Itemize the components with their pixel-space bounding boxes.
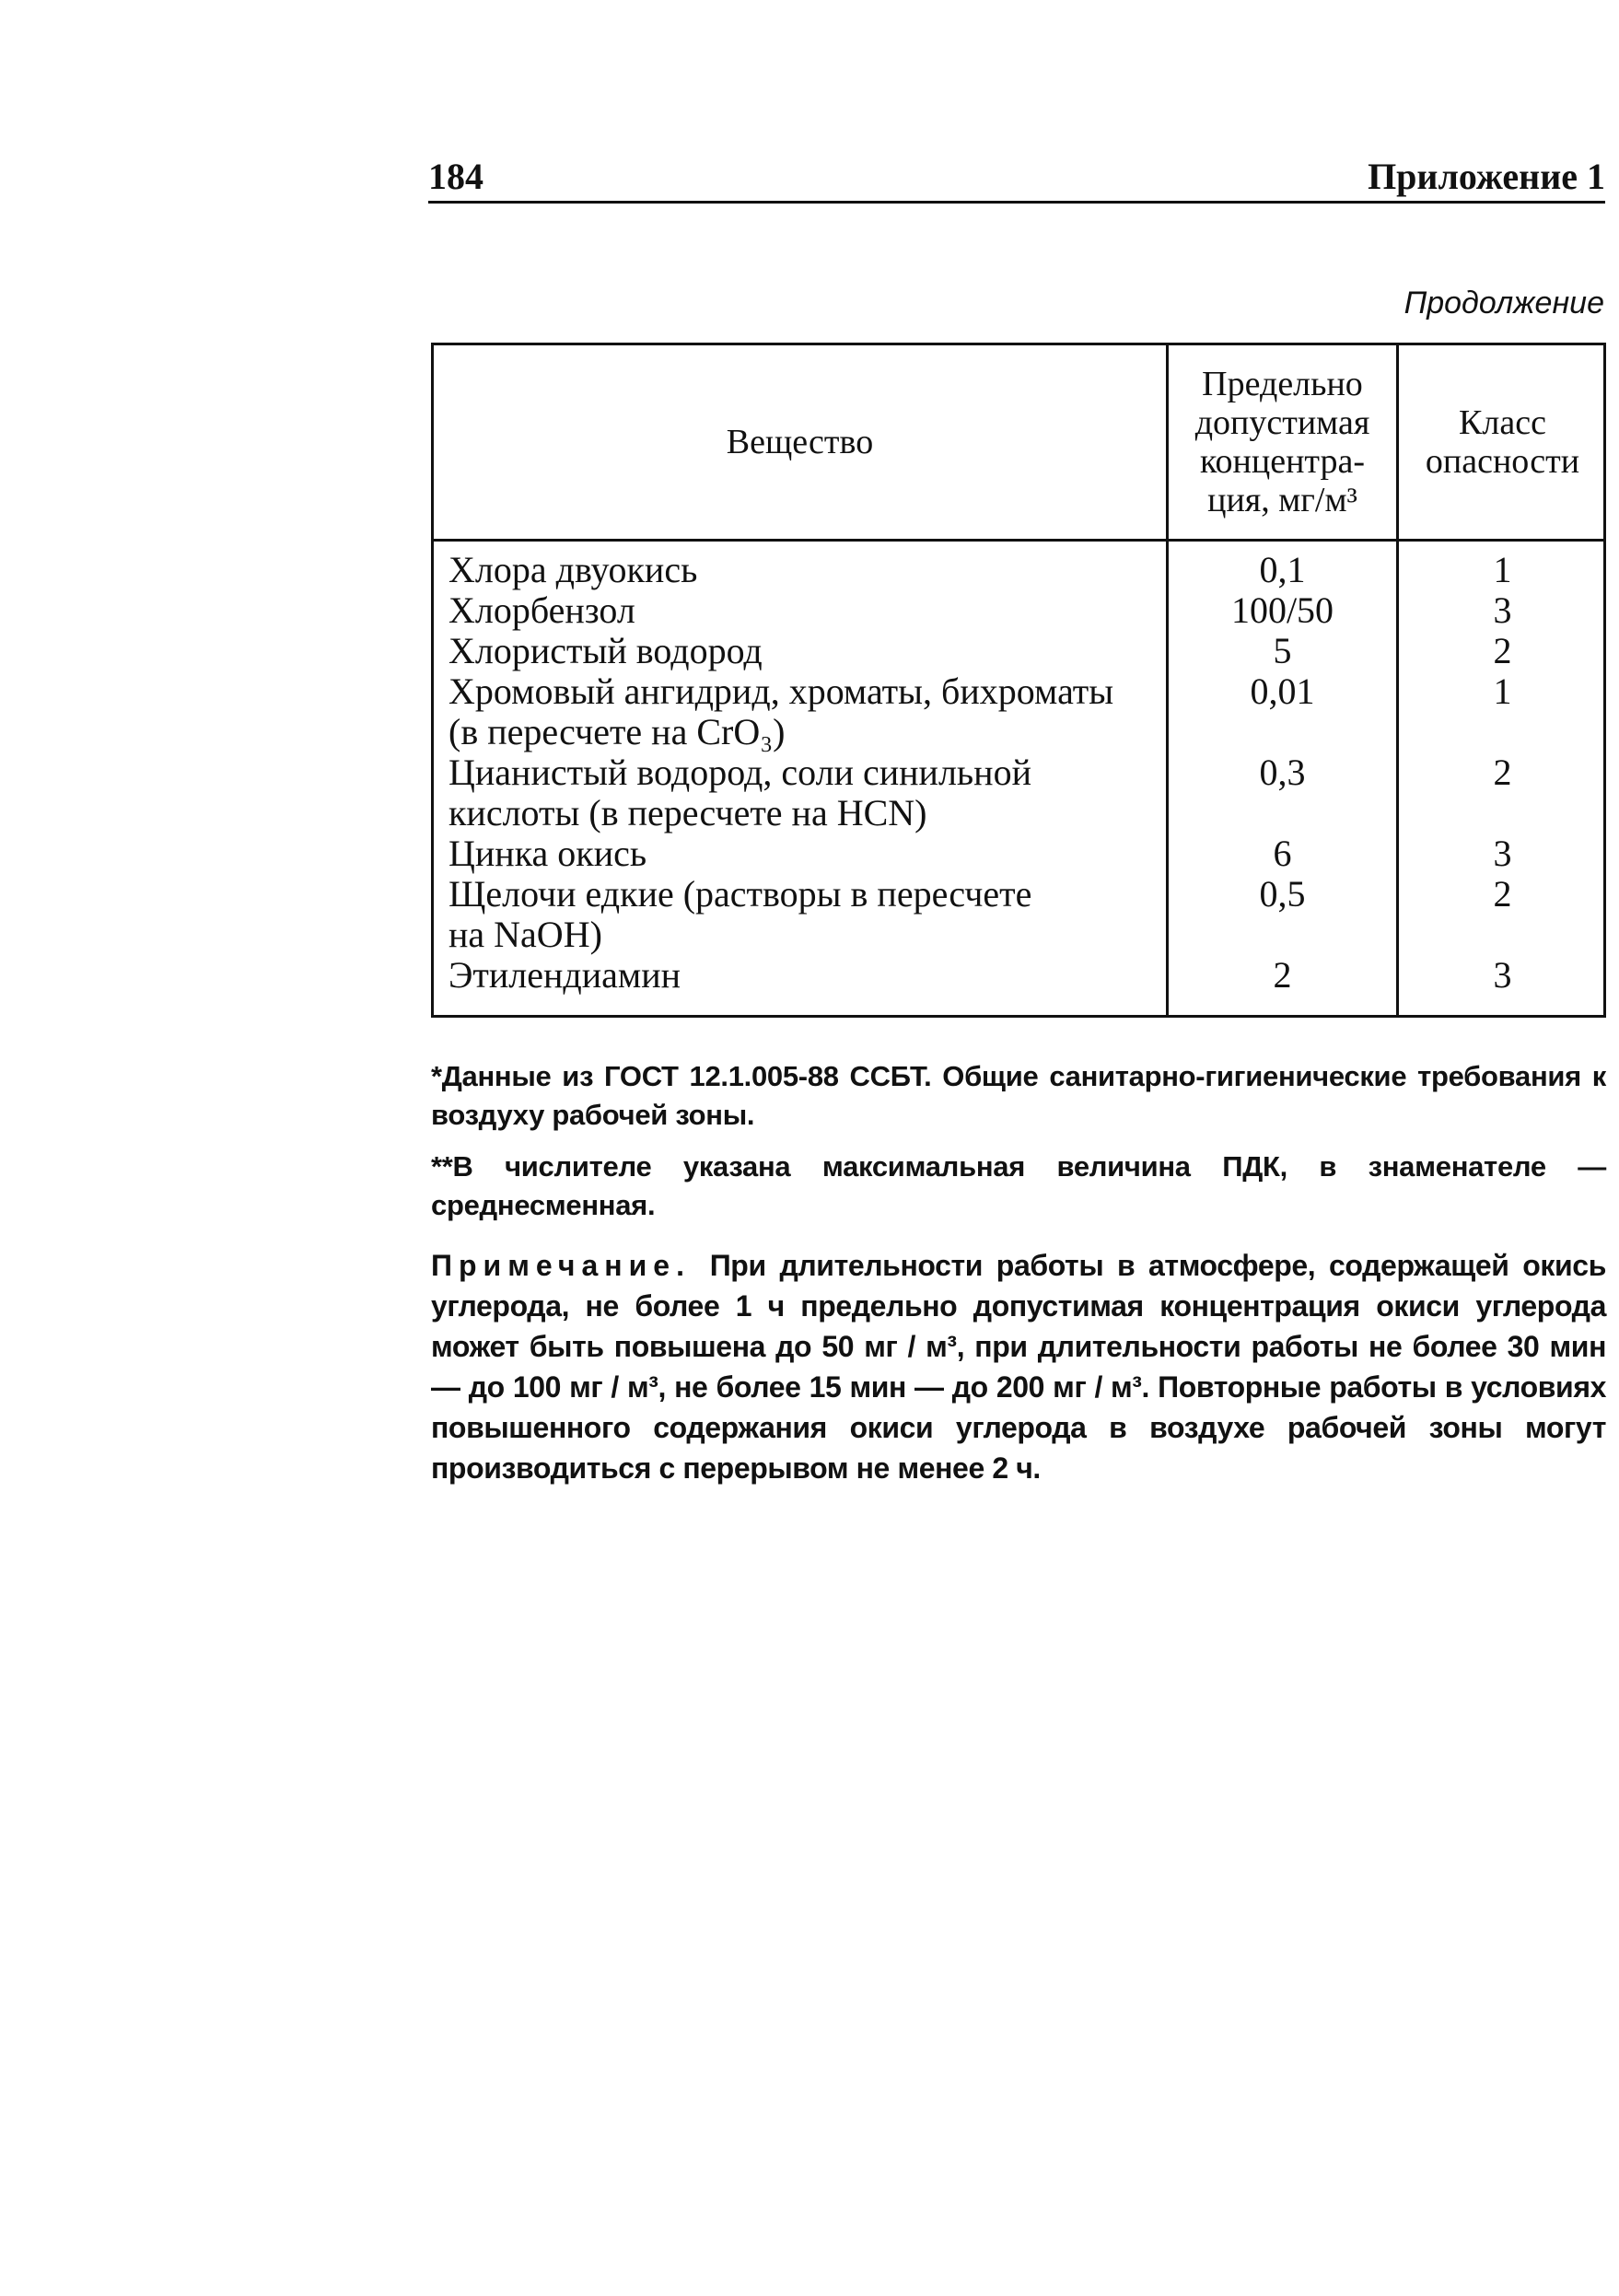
- hazard-class: 1: [1493, 549, 1512, 590]
- table-row: [434, 833, 1603, 874]
- table-header-rule: [434, 539, 1603, 542]
- table-row: [434, 955, 1603, 996]
- table-row: [434, 631, 1603, 671]
- substance-name: Цинка окись: [448, 833, 647, 874]
- hazard-class: 2: [1493, 752, 1512, 793]
- page-number: 184: [428, 156, 483, 197]
- hazard-class: 3: [1493, 954, 1512, 996]
- substance-name: Хлорбензол: [448, 589, 635, 631]
- table-row: [434, 590, 1603, 631]
- header-substance: [434, 345, 1166, 539]
- pdk-value: 2: [1273, 954, 1292, 996]
- pdk-value: 0,01: [1250, 670, 1315, 712]
- substance-name: Хлористый водород: [448, 630, 763, 671]
- pdk-value: 5: [1273, 630, 1292, 671]
- header-pdk-label: Предельно допустимая концентра- ция, мг/м³: [1194, 365, 1370, 519]
- pdk-value: 100/50: [1230, 589, 1334, 631]
- section-title: Приложение 1: [1368, 156, 1605, 197]
- pdk-value: 0,1: [1259, 549, 1306, 590]
- header-pdk: [1169, 345, 1396, 539]
- substance-name: Этилендиамин: [448, 954, 681, 996]
- note-paragraph: [431, 1245, 1606, 1488]
- substance-name: Цианистый водород, соли синильной кислоты (в пересчете на HCN): [448, 752, 1031, 833]
- note-text: При длительности работы в атмосфере, содержащей окись углерода, не более 1 ч предельно допустимая концентрация окиси углерода может быть повышена до 50 мг / м³, при длительности работы не более 30 мин — до 100 мг / м³, не более 15 мин — до 200 мг / м³. Повторные работы в условиях повышенного содержания окиси углерода в воздухе рабочей зоны могут производиться с перерывом не менее 2 ч.: [431, 1249, 1606, 1485]
- header-substance-label: Вещество: [726, 423, 874, 461]
- pdk-value: 0,3: [1259, 752, 1306, 793]
- header-rule: [428, 201, 1605, 204]
- table-row: [434, 874, 1603, 955]
- substance-name: Хромовый ангидрид, хроматы, бихроматы (в пересчете на CrO₃): [448, 670, 1114, 752]
- hazard-class: 3: [1493, 589, 1512, 631]
- footnote-pdk: **В числителе указана максимальная величина ПДК, в знаменателе — среднесменная.: [431, 1150, 1606, 1221]
- hazard-class: 1: [1493, 670, 1512, 712]
- substance-name: Хлора двуокись: [448, 549, 698, 590]
- table-row: [434, 550, 1603, 590]
- footnote-source: *Данные из ГОСТ 12.1.005-88 ССБТ. Общие санитарно-гигиенические требования к воздуху рабочей зоны.: [431, 1060, 1606, 1131]
- header-hazard-class-label: Класс опасности: [1425, 403, 1580, 481]
- note-label: Примечание.: [431, 1249, 691, 1282]
- pdk-value: 6: [1273, 833, 1292, 874]
- hazard-class: 3: [1493, 833, 1512, 874]
- hazard-class: 2: [1493, 630, 1512, 671]
- hazard-class: 2: [1493, 873, 1512, 915]
- header-hazard-class: [1399, 345, 1606, 539]
- table-row: [434, 671, 1603, 752]
- table-body: [434, 550, 1603, 996]
- table-row: [434, 752, 1603, 833]
- substances-table: [431, 343, 1606, 1018]
- continuation-label: Продолжение: [1404, 286, 1604, 321]
- pdk-value: 0,5: [1259, 873, 1306, 915]
- substance-name: Щелочи едкие (растворы в пересчете на NaOH): [448, 873, 1032, 955]
- footnotes: [431, 1057, 1606, 1238]
